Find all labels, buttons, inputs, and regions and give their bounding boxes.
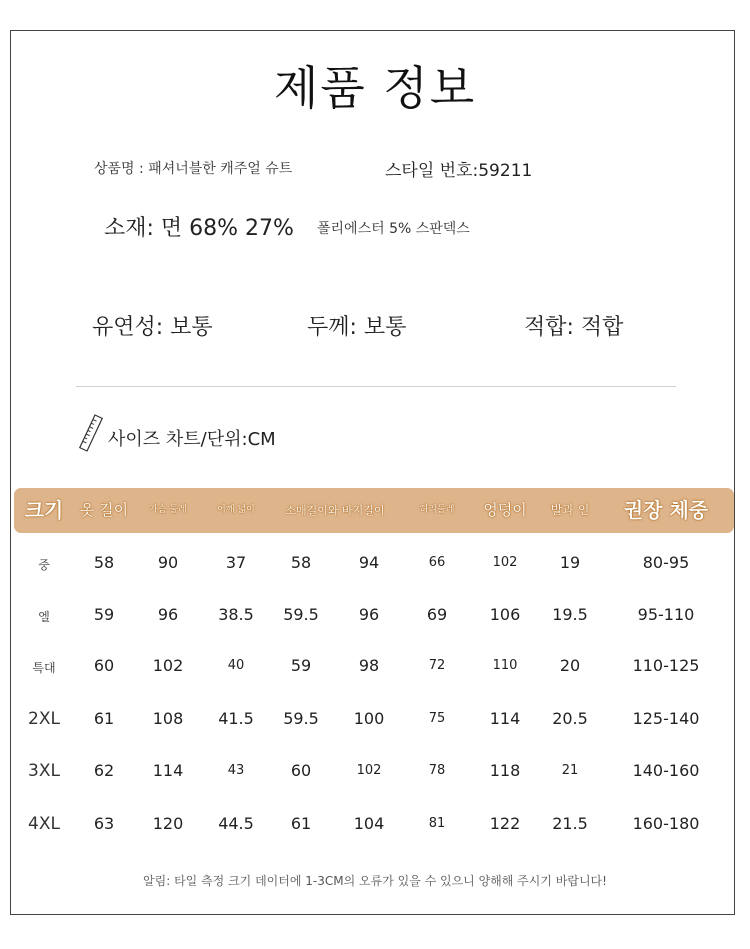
table-cell: 140-160 (632, 761, 700, 780)
table-cell: 20.5 (552, 709, 588, 728)
table-cell: 106 (489, 605, 521, 624)
table-cell: 108 (152, 709, 184, 728)
table-cell: 38.5 (218, 605, 254, 624)
page-title: 제품 정보 (273, 61, 477, 115)
table-cell: 102 (152, 656, 184, 675)
table-cell: 62 (93, 761, 115, 780)
measurement-note: 알림: 타일 측정 크기 데이터에 1-3CM의 오류가 있을 수 있으니 양해해 주시기 바랍니다! (143, 874, 607, 888)
table-cell: 102 (356, 763, 382, 778)
elasticity-label: 유연성: 보통 (92, 315, 213, 340)
table-cell: 102 (492, 555, 518, 570)
table-cell: 63 (93, 814, 115, 833)
section-divider (76, 386, 676, 387)
table-cell: 110-125 (632, 656, 700, 675)
material-sub: 폴리에스터 5% 스판덱스 (317, 221, 470, 237)
size-row-label: 2XL (28, 709, 60, 729)
size-row-label: 중 (38, 558, 50, 572)
table-cell: 59 (93, 605, 115, 624)
table-cell: 37 (225, 553, 247, 572)
table-cell: 60 (290, 761, 312, 780)
size-row-label: 3XL (28, 761, 60, 781)
table-cell: 72 (428, 658, 446, 673)
header-size: 크기 (24, 498, 64, 522)
size-row-label: 4XL (28, 814, 60, 834)
table-cell: 95-110 (637, 605, 695, 624)
table-cell: 58 (93, 553, 115, 572)
ruler-icon (78, 414, 104, 452)
table-cell: 40 (227, 658, 245, 673)
header-foot: 발과 인 (550, 503, 590, 517)
product-name: 상품명 : 패셔너블한 캐주얼 슈트 (94, 161, 293, 177)
table-cell: 44.5 (218, 814, 254, 833)
material-main: 소재: 면 68% 27% (104, 216, 294, 241)
table-cell: 81 (428, 816, 446, 831)
table-cell: 61 (290, 814, 312, 833)
table-cell: 104 (353, 814, 385, 833)
table-cell: 110 (492, 658, 518, 673)
table-cell: 20 (559, 656, 581, 675)
table-cell: 100 (353, 709, 385, 728)
size-chart-title: 사이즈 차트/단위:CM (108, 429, 276, 450)
style-number: 스타일 번호:59211 (385, 161, 533, 181)
size-row-label: 엘 (38, 610, 50, 624)
table-cell: 59 (290, 656, 312, 675)
table-cell: 94 (358, 553, 380, 572)
header-length: 옷 길이 (79, 501, 129, 519)
table-cell: 43 (227, 763, 245, 778)
table-cell: 69 (426, 605, 448, 624)
table-cell: 75 (428, 711, 446, 726)
table-cell: 41.5 (218, 709, 254, 728)
table-cell: 160-180 (632, 814, 700, 833)
table-cell: 96 (358, 605, 380, 624)
header-sleeve-pants: 소매길이와 바지길이 (285, 504, 385, 517)
table-cell: 125-140 (632, 709, 700, 728)
header-chest: 가슴 둘레 (149, 505, 187, 515)
table-cell: 122 (489, 814, 521, 833)
table-cell: 96 (157, 605, 179, 624)
table-cell: 59.5 (283, 605, 319, 624)
table-cell: 59.5 (283, 709, 319, 728)
header-waist: 허리둘레 (419, 505, 455, 515)
header-shoulder: 어깨 넓이 (217, 505, 255, 515)
header-hip: 엉덩이 (483, 501, 527, 519)
fit-label: 적합: 적합 (524, 315, 624, 340)
table-cell: 19.5 (552, 605, 588, 624)
table-cell: 120 (152, 814, 184, 833)
size-row-label: 특대 (32, 661, 56, 675)
table-cell: 61 (93, 709, 115, 728)
table-cell: 60 (93, 656, 115, 675)
thickness-label: 두께: 보통 (307, 315, 407, 340)
table-cell: 21.5 (552, 814, 588, 833)
table-cell: 114 (152, 761, 184, 780)
table-cell: 118 (489, 761, 521, 780)
table-cell: 90 (157, 553, 179, 572)
table-cell: 80-95 (642, 553, 690, 572)
table-cell: 58 (290, 553, 312, 572)
table-cell: 78 (428, 763, 446, 778)
table-cell: 21 (561, 763, 579, 778)
table-cell: 19 (559, 553, 581, 572)
table-cell: 98 (358, 656, 380, 675)
header-weight: 권장 체중 (623, 498, 709, 522)
table-cell: 66 (428, 555, 446, 570)
table-cell: 114 (489, 709, 521, 728)
